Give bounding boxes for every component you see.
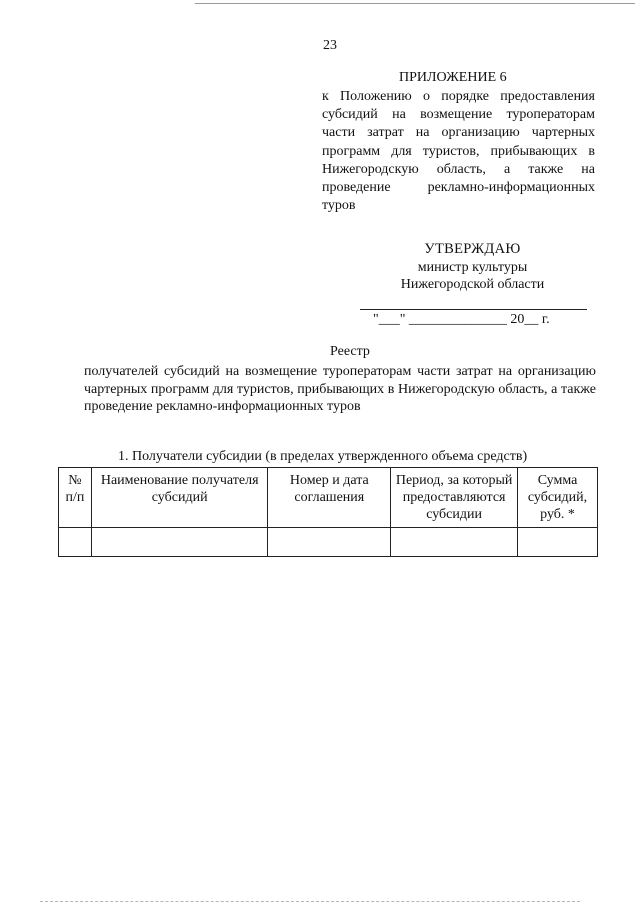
scan-edge-top — [195, 3, 635, 4]
col-header-recipient-name: Наименование получателя субсидий — [91, 468, 268, 528]
table-cell — [91, 528, 268, 557]
table-cell — [59, 528, 92, 557]
scan-edge-bottom — [40, 901, 580, 902]
signature-line — [360, 309, 587, 310]
col-header-number: № п/п — [59, 468, 92, 528]
table-cell — [391, 528, 518, 557]
col-header-period: Период, за который предоставляются субсидии — [391, 468, 518, 528]
appendix-text: к Положению о порядке предоставления субсидий на возмещение туроператорам части затрат на организацию чартерных программ для туристов, прибывающих в Нижегородскую область, а также на проведение рекламно-информационных туров — [322, 89, 595, 214]
table-row — [59, 528, 598, 557]
recipients-table — [58, 467, 598, 557]
col-header-agreement: Номер и дата соглашения — [268, 468, 391, 528]
page-number: 23 — [323, 38, 337, 53]
approval-title: УТВЕРЖДАЮ — [424, 241, 521, 257]
table-header-row — [59, 468, 598, 528]
appendix-title: ПРИЛОЖЕНИЕ 6 — [399, 70, 507, 85]
register-description: получателей субсидий на возмещение туроператорам части затрат на организацию чартерных программ для туристов, прибывающих в Нижегородскую область, а также проведение рекламно-информационных туров — [84, 364, 596, 415]
approval-date-line: "___" ______________ 20__ г. — [373, 312, 550, 327]
table-cell — [518, 528, 598, 557]
col-header-amount: Сумма субсидий, руб. * — [518, 468, 598, 528]
approval-organization: Нижегородской области — [400, 277, 545, 292]
register-title: Реестр — [330, 344, 370, 359]
table-cell — [268, 528, 391, 557]
section-heading: 1. Получатели субсидии (в пределах утвержденного объема средств) — [118, 449, 528, 464]
approval-position: министр культуры — [417, 260, 528, 275]
